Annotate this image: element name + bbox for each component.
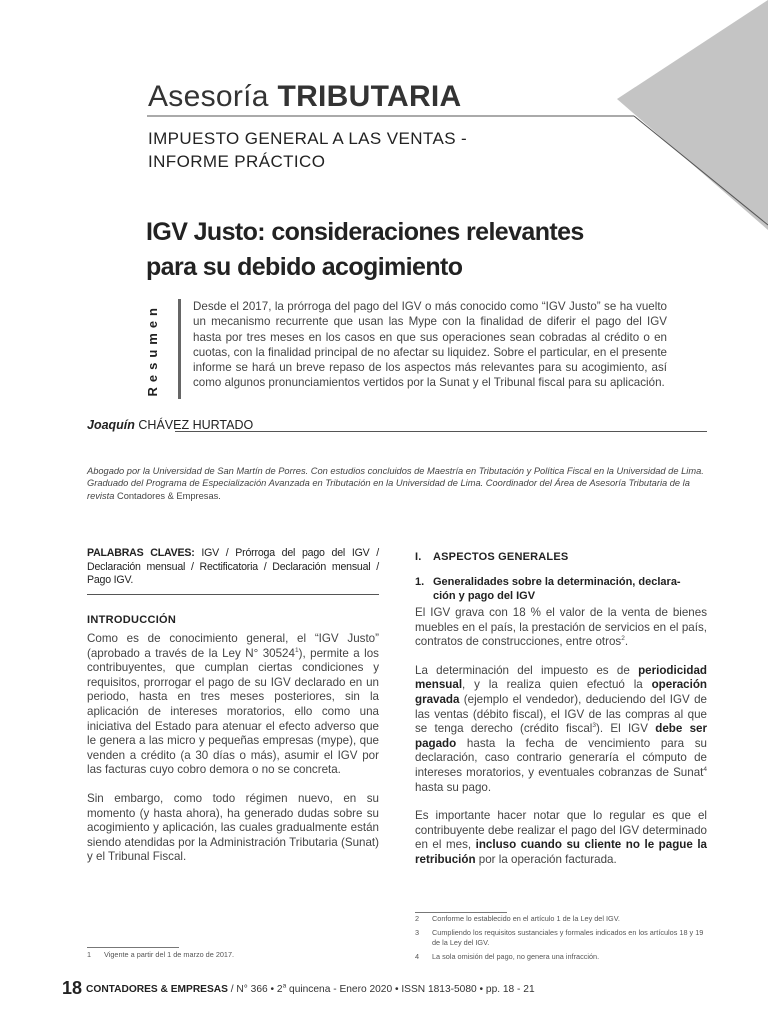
abstract-text: Desde el 2017, la prórroga del pago del IGV o más conocido como “IGV Justo” se ha vuelto un mecanismo recurrente que usan las Mype con la finalidad de diferir el pago del IGV hasta por tres meses en los casos en que sus operaciones sean cobradas al crédito o en cuotas, con la finalidad principal de no afectar su liquidez. Sobre el particular, en el presente informe se hará un breve repaso de los aspectos más relevantes para su acogimiento, así como algunos pronunciamientos vertidos por la Sunat y el Tribunal fiscal para su aplicación.: [193, 300, 667, 390]
keywords-divider: [87, 594, 379, 595]
header-decoration: [0, 0, 768, 230]
abstract-label: [145, 303, 167, 398]
author-name: [87, 418, 253, 432]
section-paragraph-1: El IGV grava con 18 % el valor de la venta de bienes muebles en el país, la prestación de servicios en el país, contratos de construcciones, entre otros$^2$.: [415, 606, 707, 649]
page-number: 18: [62, 978, 83, 998]
footnote: 4 La sola omisión del pago, no genera una infracción.: [415, 952, 600, 962]
page-footer: [62, 978, 535, 999]
section-name-bold: TRIBUTARIA: [277, 80, 462, 113]
author-bio-text: Abogado por la Universidad de San Martín de Porres. Con estudios concluidos de Maestría en Tributación y Política Fiscal en la Universidad de Lima. Graduado del Programa de Especialización Avanzada en Tributación en la Universidad de Lima. Coordinador del Área de Asesoría Tributaria de la revista: [87, 466, 704, 501]
article-title: [146, 215, 626, 285]
intro-paragraph-1: Como es de conocimiento general, el “IGV Justo” (aprobado a través de la Ley N° 30524$^1$), permite a los contribuyentes, que cumplan ciertas condiciones y requisitos, prorrogar el pago de su IGV declarado en un periodo, hasta en tres meses posteriores, sin la aplicación de intereses moratorios, ello como una iniciativa del Estado para atenuar el efecto adverso que le genera a las micro y pequeñas empresas (mype), que venden a crédito (a 30 días o más), asumir el IGV por las facturas cuyo cobro demora o no se concreta.: [87, 632, 379, 777]
abstract-label-text: Resumen: [145, 303, 160, 397]
subsection-title-line-1: Generalidades sobre la determinación, declara-: [433, 576, 681, 588]
intro-paragraph-2: Sin embargo, como todo régimen nuevo, en su momento (y hasta ahora), ha generado dudas sobre su acogimiento y aplicación, las cuales gradualmente están siendo atendidas por la Administración Tributaria (Sunat) y el Tribunal Fiscal.: [87, 791, 379, 864]
keywords-text: IGV / Prórroga del pago del IGV / Declaración mensual / Rectificatoria / Declaración mensual / Pago IGV.: [87, 547, 379, 587]
section-name: [148, 80, 462, 114]
footnote: 3 Cumpliendo los requisitos sustanciales y formales indicados en los artículos 18 y 19 de la Ley del IGV.: [415, 928, 704, 947]
footnotes-right: [415, 914, 707, 962]
issue-superscript: a: [282, 982, 287, 990]
article-title-line-2: para su debido acogimiento: [146, 253, 463, 281]
section-heading: [415, 551, 568, 563]
footnote-rule-right: [415, 912, 507, 913]
author-last-name: CHÁVEZ HURTADO: [138, 418, 254, 432]
topic-heading: [148, 127, 488, 173]
magazine-name: CONTADORES & EMPRESAS: [86, 984, 228, 995]
section-paragraph-2: La determinación del impuesto es de periodicidad mensual, y la realiza quien efectuó la operación gravada (ejemplo el vendedor), deduciendo del IGV de las ventas (débito fiscal), el IGV de las compras al que se tenga derecho (crédito fiscal$^3$). El IGV debe ser pagado hasta la fecha de vencimiento para su declaración, caso contrario generaría el cómputo de intereses moratorios, y eventuales cobranzas de Sunat$^4$ hasta su pago.: [415, 663, 707, 794]
section-number: I.: [415, 551, 422, 563]
author-bio: [87, 465, 707, 502]
footnote: 1 Vigente a partir del 1 de marzo de 2017.: [87, 950, 235, 959]
article-title-line-1: IGV Justo: consideraciones relevantes: [146, 218, 584, 246]
gray-triangle-decoration: [617, 0, 768, 230]
subsection-number: 1.: [415, 576, 425, 588]
issue-info: / N° 366 • 2: [227, 984, 283, 995]
author-bio-magazine: Contadores & Empresas.: [116, 490, 221, 501]
section-name-light: Asesoría: [148, 80, 269, 113]
section-title: ASPECTOS GENERALES: [433, 551, 569, 563]
topic-line-1: IMPUESTO GENERAL A LAS VENTAS -: [148, 129, 468, 148]
footnotes-left: [87, 950, 379, 959]
subsection-title-line-2: ción y pago del IGV: [433, 589, 536, 602]
footnote: 2 Conforme lo establecido en el artículo 1 de la Ley del IGV.: [415, 914, 620, 923]
section-body: [415, 606, 707, 882]
abstract-bar: [178, 299, 181, 399]
author-divider: [175, 431, 707, 432]
keywords-label: PALABRAS CLAVES:: [87, 547, 195, 559]
subsection-heading: [415, 576, 707, 603]
footnote-rule-left: [87, 947, 179, 948]
section-paragraph-3: Es importante hacer notar que lo regular es que el contribuyente debe realizar el pago del IGV determinado en el mes, incluso cuando su cliente no le pague la retribución por la operación facturada.: [415, 809, 707, 866]
topic-line-2: INFORME PRÁCTICO: [148, 152, 326, 171]
issue-info-rest: quincena - Enero 2020 • ISSN 1813-5080 • pp. 18 - 21: [286, 984, 535, 995]
intro-heading: INTRODUCCIÓN: [87, 614, 177, 626]
intro-body: [87, 632, 379, 879]
author-first-name: Joaquín: [87, 418, 135, 432]
keywords: [87, 547, 379, 588]
